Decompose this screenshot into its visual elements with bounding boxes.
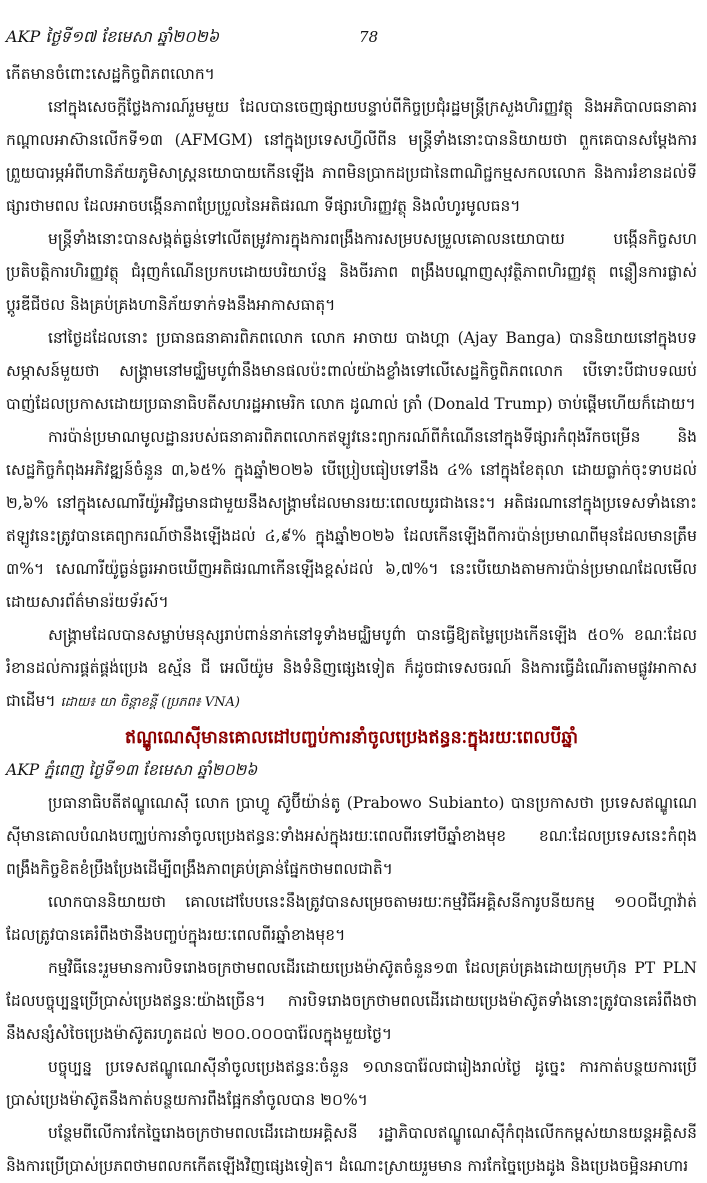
paragraph-text: បន្ថែមពីលើការកែច្នៃរោងចក្រថាមពលដើរដោយអគ្គិសនី រដ្ឋាភិបាលឥណ្ឌូណេស៊ីកំពុងលើកកម្ពស់យានយន្តអគ្គិសនី និងការប្រើប្រាស់ប្រភពថាមពលកកើតឡើងវិញផ្សេងទៀត។ ដំណោះស្រាយរួមមាន ការកែច្នៃប្រេងដូង និងប្រេងចម្អិនអាហារ xyxy=(6,1124,697,1175)
page-header xyxy=(6,26,697,50)
paragraph-text: កម្មវិធីនេះរួមមានការបិទរោងចក្រថាមពលដើរដោយប្រេងម៉ាស៊ូតចំនួន១៣ ដែលគ្រប់គ្រងដោយក្រុមហ៊ុន PT PLN ដែលបច្ចុប្បន្នប្រើប្រាស់ប្រេងឥន្ធនៈយ៉ាងច្រើន។ ការបិទរោងចក្រថាមពលដើរដោយប្រេងម៉ាស៊ូតទាំងនោះត្រូវបានគេរំពឹងថានឹងសន្សំសំចៃប្រេងម៉ាស៊ូតរហូតដល់ ២០០.០០០បារ៉ែលក្នុងមួយថ្ងៃ។ xyxy=(6,959,697,1043)
paragraph xyxy=(6,886,697,952)
paragraph xyxy=(6,619,697,719)
article-1-byline: ដោយ៖ យា ចិន្តាខន្តី (ប្រភព៖ VNA) xyxy=(60,695,240,710)
paragraph xyxy=(6,421,697,619)
paragraph-text: លោកបាននិយាយថា គោលដៅបែបនេះនឹងត្រូវបានសម្រេចតាមរយៈកម្មវិធីអគ្គិសនីការូបនីយកម្ម ១០០ជីហ្គាវ៉ាត់ ដែលត្រូវបានគេរំពឹងថានឹងបញ្ចប់ក្នុងរយៈពេលពីរឆ្នាំខាងមុខ។ xyxy=(6,893,697,944)
header-date: AKP ថ្ងៃទី១៧ ខែមេសា ឆ្នាំ២០២៦ xyxy=(6,27,220,46)
article-2 xyxy=(6,787,697,1183)
paragraph xyxy=(6,952,697,1051)
paragraph-text: មន្ត្រីទាំងនោះបានសង្កត់ធ្ងន់ទៅលើតម្រូវការក្នុងការពង្រឹងការសម្របសម្រួលគោលនយោបាយ បង្កើនកិច្ចសហប្រតិបត្តិការហិរញ្ញវត្ថុ ជំរុញកំណើនប្រកបដោយបរិយាប័ន្ន និងចីរភាព ពង្រឹងបណ្តាញសុវត្ថិភាពហិរញ្ញវត្ថុ ពន្លឿនការផ្លាស់ប្តូរឌីជីថល និងគ្រប់គ្រងហានិភ័យទាក់ទងនឹងអាកាសធាតុ។ xyxy=(6,230,697,314)
paragraph xyxy=(6,1117,697,1183)
paragraph-text: ការប៉ាន់ប្រមាណមូលដ្ឋានរបស់ធនាគារពិភពលោកឥឡូវនេះព្យាករណ៍ពីកំណើននៅក្នុងទីផ្សារកំពុងរីកចម្រើន និងសេដ្ឋកិច្ចកំពុងអភិវឌ្ឍន៍ចំនួន ៣,៦៥% ក្នុងឆ្នាំ២០២៦ បើប្រៀបធៀបទៅនឹង ៤% នៅក្នុងខែតុលា ដោយធ្លាក់ចុះទាបដល់ ២,៦% នៅក្នុងសេណារីយ៉ូអវិជ្ជមានជាមួយនឹងសង្គ្រាមដែលមានរយៈពេលយូរជាងនេះ។ អតិផរណានៅក្នុងប្រទេសទាំងនោះ ឥឡូវនេះត្រូវបានគេព្យាករណ៍ថានឹងឡើងដល់ ៤,៩% ក្នុងឆ្នាំ២០២៦ ដែលកើនឡើងពីការប៉ាន់ប្រមាណពីមុនដែលមានត្រឹម ៣%។ សេណារីយ៉ូធ្ងន់ធ្ងរអាចឃើញអតិផរណាកើនឡើងខ្ពស់ដល់ ៦,៧%។ នេះបើយោងតាមការប៉ាន់ប្រមាណដែលមើលដោយសារព័ត៌មានរ៉យទ័រស៍។ xyxy=(6,428,697,611)
article-1-intro-text: កើតមានចំពោះសេដ្ឋកិច្ចពិភពលោក។ xyxy=(6,65,215,83)
paragraph-text: នៅក្នុងសេចក្តីថ្លែងការណ៍រួមមួយ ដែលបានចេញផ្សាយបន្ទាប់ពីកិច្ចប្រជុំរដ្ឋមន្ត្រីក្រសួងហិរញ្ញវត្ថុ និងអភិបាលធនាគារកណ្តាលអាស៊ានលើកទី១៣ (AFMGM) នៅក្នុងប្រទេសហ្វីលីពីន មន្ត្រីទាំងនោះបាននិយាយថា ពួកគេបានសម្តែងការព្រួយបារម្ភអំពីហានិភ័យភូមិសាស្ត្រនយោបាយកើនឡើង ភាពមិនប្រាកដប្រជានៃពាណិជ្ជកម្មសកលលោក និងការរំខានដល់ទីផ្សារថាមពល ដែលអាចបង្កើនភាពប្រែប្រួលនៃអតិផរណា ទីផ្សារហិរញ្ញវត្ថុ និងលំហូរមូលធន។ xyxy=(6,98,697,215)
paragraph xyxy=(6,322,697,421)
paragraph-text: ប្រធានាធិបតីឥណ្ឌូណេស៊ី លោក ប្រាហ្វូ ស៊ូប៊ីយ៉ាន់តូ (Prabowo Subianto) បានប្រកាសថា ប្រទេសឥណ្ឌូណេស៊ីមានគោលបំណងបញ្ឈប់ការនាំចូលប្រេងឥន្ធនៈទាំងអស់ក្នុងរយៈពេលពីរទៅបីឆ្នាំខាងមុខ ខណៈដែលប្រទេសនេះកំពុងពង្រឹងកិច្ចខិតខំប្រឹងប្រែងដើម្បីពង្រឹងភាពគ្រប់គ្រាន់ផ្នែកថាមពលជាតិ។ xyxy=(6,794,697,878)
paragraph-text: សង្គ្រាមដែលបានសម្លាប់មនុស្សរាប់ពាន់នាក់នៅទូទាំងមជ្ឈិមបូព៌ា បានធ្វើឱ្យតម្លៃប្រេងកើនឡើង ៥០% ខណៈដែលរំខានដល់ការផ្គត់ផ្គង់ប្រេង ឧស្ម័ន ជី អេលីយ៉ូម និងទំនិញផ្សេងទៀត ក៏ដូចជាទេសចរណ៍ និងការធ្វើដំណើរតាមផ្លូវអាកាសជាដើម។ xyxy=(6,626,697,710)
article2-headline: ឥណ្ឌូណេស៊ីមានគោលដៅបញ្ចប់ការនាំចូលប្រេងឥន្ធនៈក្នុងរយៈពេលបីឆ្នាំ xyxy=(125,728,578,748)
page-number: 78 xyxy=(359,28,379,46)
article-1 xyxy=(6,58,697,719)
paragraph xyxy=(6,787,697,886)
paragraph-text: នៅថ្ងៃដដែលនោះ ប្រធានធនាគារពិភពលោក លោក អាចាយ បាងហ្គា (Ajay Banga) បាននិយាយនៅក្នុងបទសម្ភាសន៍មួយថា សង្គ្រាមនៅមជ្ឈិមបូព៌ានឹងមានផលប៉ះពាល់យ៉ាងខ្លាំងទៅលើសេដ្ឋកិច្ចពិភពលោក បើទោះបីជាបទឈប់បាញ់ដែលប្រកាសដោយប្រធានាធិបតីសហរដ្ឋអាមេរិក លោក ដូណាល់ ត្រាំ (Donald Trump) ចាប់ផ្តើមហើយក៏ដោយ។ xyxy=(6,329,697,413)
article-1-intro-line xyxy=(6,58,697,91)
paragraph xyxy=(6,223,697,322)
paragraph xyxy=(6,91,697,223)
paragraph xyxy=(6,1051,697,1117)
article2-dateline: AKP ភ្នំពេញ ថ្ងៃទី១៣ ខែមេសា ឆ្នាំ២០២៦ xyxy=(6,761,258,779)
paragraph-text: បច្ចុប្បន្ន ប្រទេសឥណ្ឌូណេស៊ីនាំចូលប្រេងឥន្ធនៈចំនួន ១លានបារ៉ែលជារៀងរាល់ថ្ងៃ ដូច្នេះ ការកាត់បន្ថយការប្រើប្រាស់ប្រេងម៉ាស៊ូតនឹងកាត់បន្ថយការពឹងផ្អែកនាំចូលបាន ២០%។ xyxy=(6,1058,697,1109)
